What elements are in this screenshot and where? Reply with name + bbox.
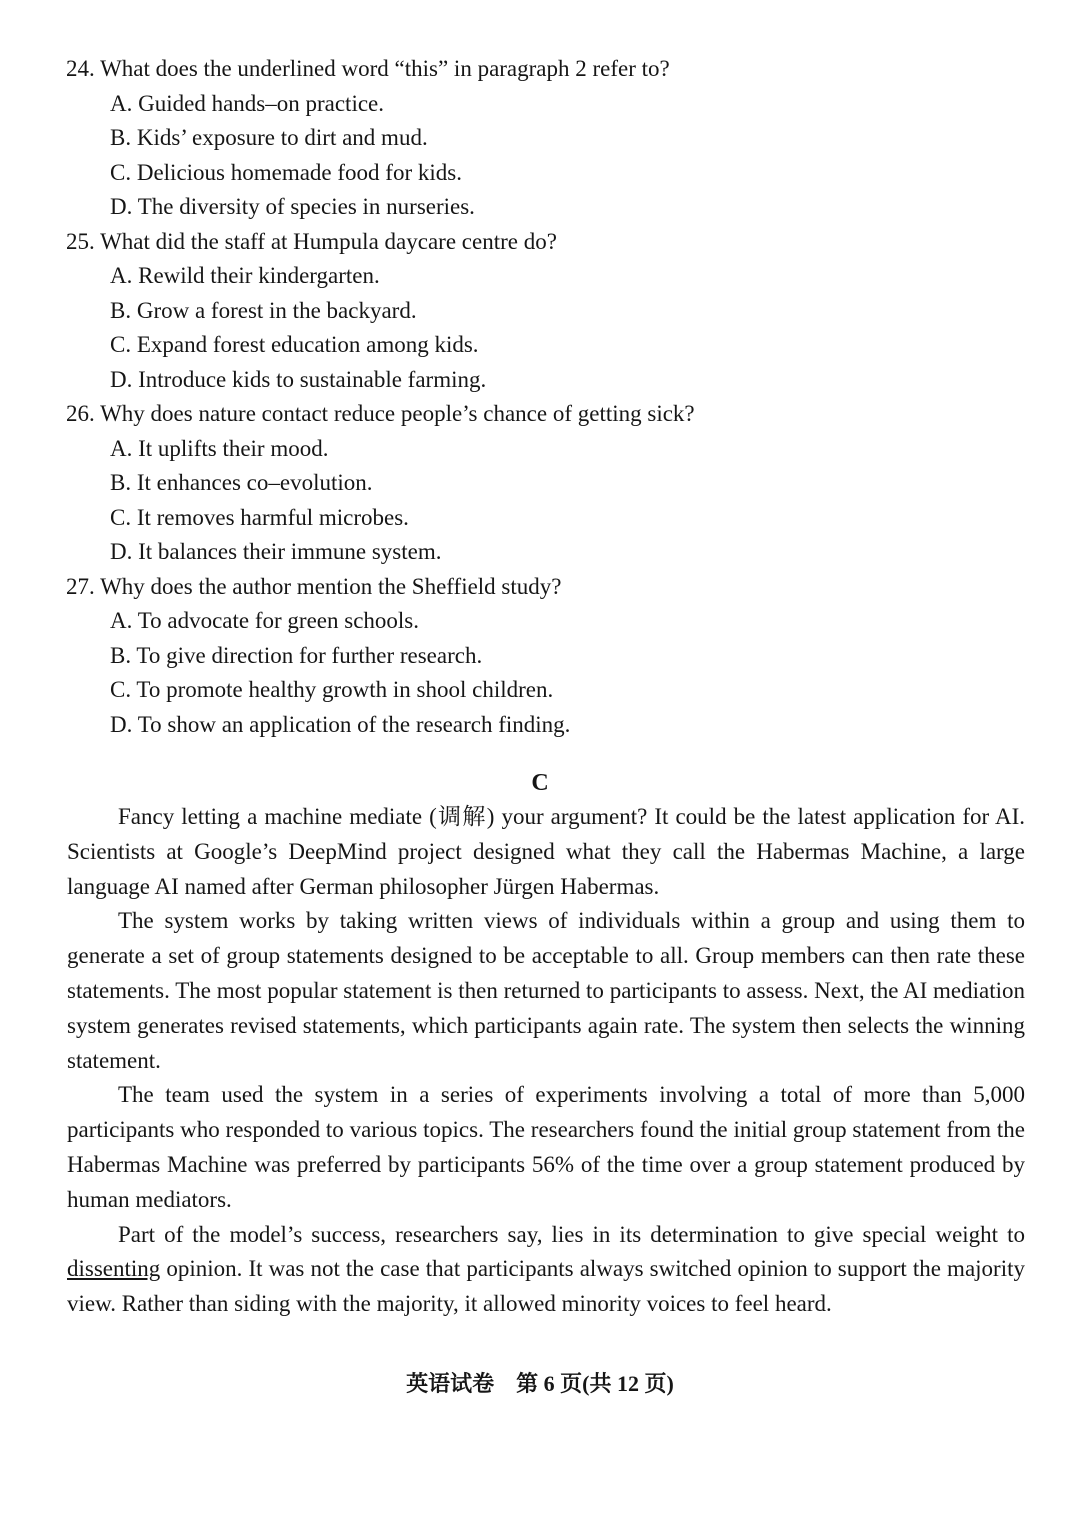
- option-b: B. Grow a forest in the backyard.: [110, 297, 417, 323]
- option-d: D. Introduce kids to sustainable farming.: [110, 366, 487, 392]
- question-stem: 25. What did the staff at Humpula daycare centre do?: [66, 228, 557, 254]
- option-d: D. The diversity of species in nurseries.: [110, 194, 475, 219]
- passage-paragraph-1: Fancy letting a machine mediate (调解) your argument? It could be the latest application for AI. Scientists at Google’s DeepMind project designed what they call the Habermas Machine, a large language AI named after German philosopher Jürgen Habermas.: [67, 804, 1025, 899]
- question-block: [66, 570, 1026, 743]
- page-footer: 英语试卷 第 6 页(共 12 页): [406, 1371, 674, 1396]
- passage-paragraph-4: [67, 1218, 1025, 1322]
- option-a: A. To advocate for green schools.: [110, 608, 420, 633]
- question-block: [66, 225, 1026, 398]
- option-c: C. It removes harmful microbes.: [110, 504, 409, 530]
- option-c: C. To promote healthy growth in shool children.: [110, 677, 554, 702]
- question-stem: 27. Why does the author mention the Sheffield study?: [66, 573, 562, 599]
- paragraph-text: opinion. It was not the case that participants always switched opinion to support the majority view. Rather than siding with the majority, it allowed minority voices to feel heard.: [67, 1256, 1025, 1317]
- option-b: B. To give direction for further research.: [110, 642, 483, 668]
- option-a: A. Guided hands–on practice.: [110, 90, 385, 116]
- option-a: A. Rewild their kindergarten.: [110, 263, 380, 288]
- passage-paragraph-2: The system works by taking written views of individuals within a group and using them to generate a set of group statements designed to be acceptable to all. Group members can then rate these statements. The most popular statement is then returned to participants to assess. Next, the AI mediation system generates revised statements, which participants again rate. The system then selects the winning statement.: [67, 908, 1025, 1073]
- underlined-word: dissenting: [67, 1256, 161, 1282]
- passage-paragraph-3: The team used the system in a series of experiments involving a total of more than 5,000 participants who responded to various topics. The researchers found the initial group statement from the Habermas Machine was preferred by participants 56% of the time over a group statement produced by human mediators.: [67, 1082, 1025, 1212]
- option-c: C. Delicious homemade food for kids.: [110, 159, 462, 185]
- question-stem: 24. What does the underlined word “this” in paragraph 2 refer to?: [66, 56, 670, 81]
- option-d: D. To show an application of the research finding.: [110, 711, 571, 737]
- option-b: B. Kids’ exposure to dirt and mud.: [110, 125, 428, 150]
- reading-passage: [67, 800, 1025, 1322]
- section-heading: C: [531, 770, 549, 796]
- option-d: D. It balances their immune system.: [110, 539, 442, 564]
- question-block: [66, 397, 1026, 570]
- question-list: [66, 52, 1026, 742]
- option-b: B. It enhances co–evolution.: [110, 470, 373, 495]
- question-stem: 26. Why does nature contact reduce people’s chance of getting sick?: [66, 401, 695, 426]
- option-a: A. It uplifts their mood.: [110, 435, 329, 461]
- option-c: C. Expand forest education among kids.: [110, 332, 479, 357]
- paragraph-text: Part of the model’s success, researchers say, lies in its determination to give special weight to: [118, 1221, 1025, 1247]
- question-block: [66, 52, 1026, 225]
